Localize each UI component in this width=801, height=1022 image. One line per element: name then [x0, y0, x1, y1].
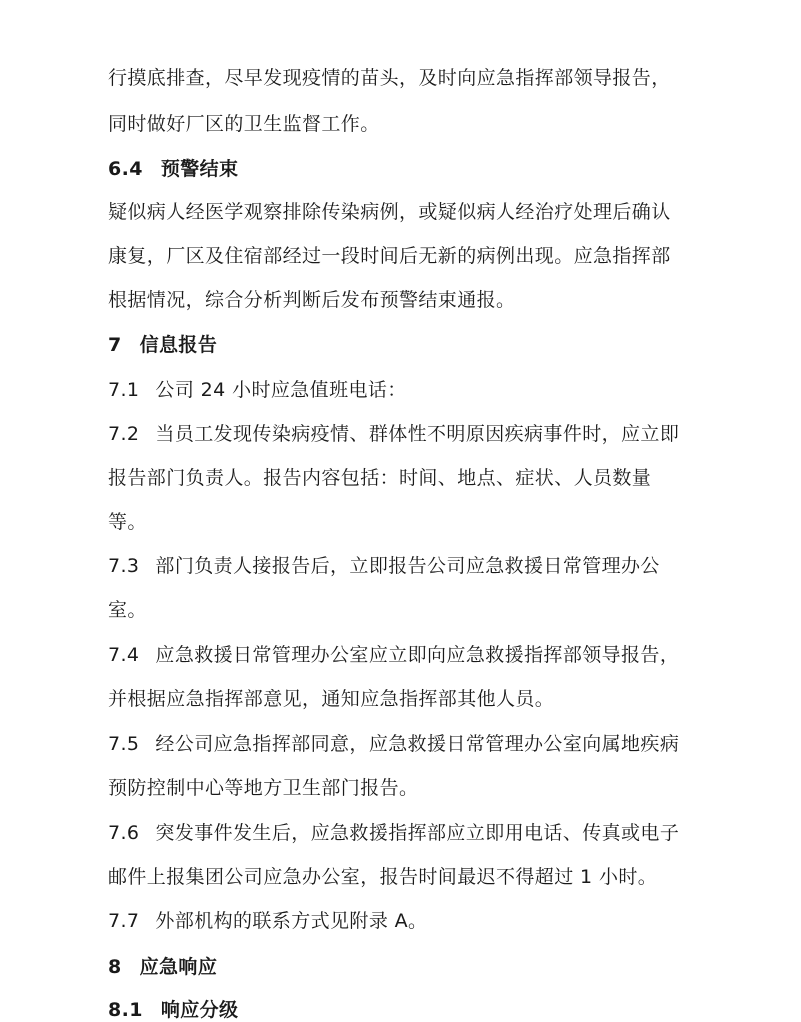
- item-7-4-number: 7.4: [108, 644, 140, 666]
- item-7-5-line-1: 经公司应急指挥部同意，应急救援日常管理办公室向属地疾病: [155, 733, 680, 755]
- item-7-2-line-1: 当员工发现传染病疫情、群体性不明原因疾病事件时，应立即: [155, 423, 680, 445]
- section-8-1-number: 8.1: [108, 999, 143, 1021]
- section-6-4-line-1: 疑似病人经医学观察排除传染病例，或疑似病人经治疗处理后确认: [108, 201, 671, 223]
- section-6-4-line-2: 康复，厂区及住宿部经过一段时间后无新的病例出现。应急指挥部: [108, 245, 671, 267]
- item-7-7-number: 7.7: [108, 910, 140, 932]
- section-8-heading: [108, 955, 217, 979]
- section-8-title: 应急响应: [139, 956, 218, 978]
- item-7-1: [108, 378, 407, 402]
- section-6-4-line-3: 根据情况，综合分析判断后发布预警结束通报。: [108, 289, 516, 311]
- item-7-4: [108, 643, 679, 667]
- item-7-6-number: 7.6: [108, 822, 140, 844]
- section-6-4-number: 6.4: [108, 158, 143, 180]
- item-7-7: [108, 909, 427, 933]
- item-7-1-line-1: 公司 24 小时应急值班电话：: [155, 379, 407, 401]
- item-7-5: [108, 732, 679, 756]
- item-7-3-line-1: 部门负责人接报告后，立即报告公司应急救援日常管理办公: [155, 555, 660, 577]
- item-7-7-line-1: 外部机构的联系方式见附录 A。: [155, 910, 428, 932]
- section-8-number: 8: [108, 956, 122, 978]
- item-7-4-line-1: 应急救援日常管理办公室应立即向应急救援指挥部领导报告，: [155, 644, 680, 666]
- section-7-number: 7: [108, 334, 122, 356]
- section-6-4-title: 预警结束: [160, 158, 239, 180]
- section-6-4-heading: [108, 157, 238, 181]
- item-7-3-line-2: 室。: [108, 599, 147, 621]
- item-7-4-line-2: 并根据应急指挥部意见，通知应急指挥部其他人员。: [108, 688, 555, 710]
- item-7-6-line-1: 突发事件发生后，应急救援指挥部应立即用电话、传真或电子: [155, 822, 680, 844]
- item-7-5-line-2: 预防控制中心等地方卫生部门报告。: [108, 777, 419, 799]
- item-7-2-line-2: 报告部门负责人。报告内容包括：时间、地点、症状、人员数量: [108, 467, 652, 489]
- item-7-2-line-3: 等。: [108, 511, 147, 533]
- section-8-1-heading: [108, 998, 238, 1022]
- item-7-2-number: 7.2: [108, 423, 140, 445]
- intro-line-2: 同时做好厂区的卫生监督工作。: [108, 113, 380, 135]
- item-7-3: [108, 554, 660, 578]
- section-7-title: 信息报告: [139, 334, 218, 356]
- item-7-1-number: 7.1: [108, 379, 140, 401]
- item-7-2: [108, 422, 679, 446]
- item-7-6-line-2: 邮件上报集团公司应急办公室，报告时间最迟不得超过 1 小时。: [108, 866, 658, 888]
- section-7-heading: [108, 333, 217, 357]
- item-7-6: [108, 821, 679, 845]
- item-7-5-number: 7.5: [108, 733, 140, 755]
- intro-line-1: 行摸底排查，尽早发现疫情的苗头，及时向应急指挥部领导报告，: [108, 67, 671, 89]
- item-7-3-number: 7.3: [108, 555, 140, 577]
- section-8-1-title: 响应分级: [160, 999, 239, 1021]
